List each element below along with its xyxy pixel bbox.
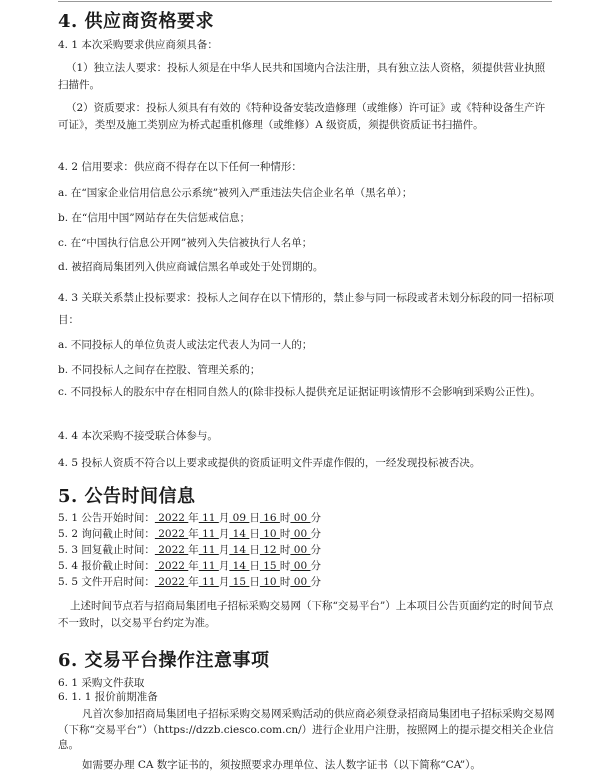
para-4-3: 4. 3 关联关系禁止投标要求：投标人之间存在以下情形的，禁止参与同一标段或者未划分标段的同一招标项目： — [58, 292, 554, 326]
para-6-1: 6. 1 采购文件获取 — [58, 677, 145, 689]
time-note: 上述时间节点若与招商局集团电子招标采购交易网（下称“交易平台”）上本项目公告页面约定的时间节点不一致时，以交易平台约定为准。 — [58, 600, 554, 629]
time-year-value: 2022 — [154, 528, 189, 540]
time-minute-value: 00 — [290, 512, 311, 524]
para-4-3-a: a. 不同投标人的单位负责人或法定代表人为同一人的； — [58, 339, 313, 351]
time-year-unit: 年 — [188, 512, 199, 524]
time-minute-value: 00 — [290, 528, 311, 540]
time-label: 5. 2 询问截止时间： — [58, 528, 155, 540]
time-hour-value: 15 — [259, 560, 280, 572]
time-year-unit: 年 — [188, 576, 199, 588]
para-4-4: 4. 4 本次采购不接受联合体参与。 — [58, 430, 218, 442]
time-month-value: 11 — [198, 528, 219, 540]
time-year-value: 2022 — [154, 512, 189, 524]
time-minute-value: 00 — [290, 544, 311, 556]
time-row — [58, 559, 321, 574]
time-day-value: 15 — [229, 576, 250, 588]
time-month-unit: 月 — [218, 512, 230, 524]
para-6-1-1: 6. 1. 1 报价前期准备 — [58, 691, 158, 703]
para-4-1: 4. 1 本次采购要求供应商须具备： — [58, 39, 218, 51]
time-label: 5. 4 报价截止时间： — [58, 560, 155, 572]
time-label: 5. 3 回复截止时间： — [58, 544, 155, 556]
time-hour-unit: 时 — [279, 512, 291, 524]
time-year-value: 2022 — [154, 560, 189, 572]
para-4-2-d: d. 被招商局集团列入供应商诚信黑名单或处于处罚期的。 — [58, 261, 324, 273]
time-hour-unit: 时 — [279, 576, 291, 588]
time-day-unit: 日 — [249, 544, 260, 556]
time-minute-value: 00 — [290, 576, 311, 588]
time-month-unit: 月 — [218, 528, 230, 540]
time-row — [58, 527, 321, 542]
time-hour-value: 16 — [259, 512, 280, 524]
time-day-unit: 日 — [249, 528, 260, 540]
time-minute-unit: 分 — [310, 528, 321, 540]
time-minute-unit: 分 — [310, 512, 321, 524]
time-hour-unit: 时 — [279, 544, 291, 556]
para-4-2-a: a. 在“国家企业信用信息公示系统”被列入严重违法失信企业名单（黑名单）； — [58, 187, 413, 199]
para-4-2-c: c. 在“中国执行信息公开网”被列入失信被执行人名单； — [58, 237, 313, 249]
time-minute-unit: 分 — [310, 560, 321, 572]
time-minute-unit: 分 — [310, 576, 321, 588]
para-6-1-1-body: 凡首次参加招商局集团电子招标采购交易网采购活动的供应商必须登录招商局集团电子招标采购交易网（下称“交易平台”）（https://dzzb.ciesco.com.cn/）进行企业用户注册，按照网上的提示提交相关企业信息。 — [58, 708, 555, 751]
para-4-5: 4. 5 投标人资质不符合以上要求或提供的资质证明文件弄虚作假的，一经发现投标被否决。 — [58, 457, 481, 469]
time-row — [58, 511, 321, 526]
time-day-value: 14 — [229, 544, 250, 556]
time-month-unit: 月 — [218, 560, 230, 572]
para-4-3-c: c. 不同投标人的股东中存在相同自然人的(除非投标人提供充足证据证明该情形不会影响到采购公正性)。 — [58, 386, 541, 398]
para-4-1-1: （1）独立法人要求：投标人须是在中华人民共和国境内合法注册，具有独立法人资格，须提供营业执照扫描件。 — [58, 62, 546, 91]
time-month-unit: 月 — [218, 544, 230, 556]
para-4-1-2: （2）资质要求：投标人须具有有效的《特种设备安装改造修理（或维修）许可证》或《特种设备生产许可证》，类型及施工类别应为桥式起重机修理（或维修）A 级资质，须提供资质证书扫描件。 — [58, 102, 546, 131]
section-5-title: 5. 公告时间信息 — [58, 486, 196, 507]
para-4-3-b: b. 不同投标人之间存在控股、管理关系的； — [58, 364, 261, 376]
time-year-unit: 年 — [188, 528, 199, 540]
time-hour-unit: 时 — [279, 528, 291, 540]
time-month-value: 11 — [198, 544, 219, 556]
time-hour-value: 10 — [259, 576, 280, 588]
time-day-unit: 日 — [249, 576, 260, 588]
para-6-1-1-ca: 如需要办理 CA 数字证书的，须按照要求办理单位、法人数字证书（以下简称“CA”）。 — [82, 759, 481, 771]
para-4-2: 4. 2 信用要求：供应商不得存在以下任何一种情形： — [58, 161, 302, 173]
time-day-value: 14 — [229, 528, 250, 540]
top-rule — [58, 1, 552, 2]
time-hour-unit: 时 — [279, 560, 291, 572]
time-year-unit: 年 — [188, 560, 199, 572]
time-year-value: 2022 — [154, 544, 189, 556]
time-label: 5. 1 公告开始时间： — [58, 512, 155, 524]
time-day-unit: 日 — [249, 560, 260, 572]
time-hour-value: 10 — [259, 528, 280, 540]
time-minute-value: 00 — [290, 560, 311, 572]
time-year-value: 2022 — [154, 576, 189, 588]
section-4-title: 4. 供应商资格要求 — [58, 11, 215, 32]
time-label: 5. 5 文件开启时间： — [58, 576, 155, 588]
time-day-value: 09 — [229, 512, 250, 524]
para-4-2-b: b. 在“信用中国”网站存在失信惩戒信息； — [58, 212, 251, 224]
time-row — [58, 543, 321, 558]
time-day-unit: 日 — [249, 512, 260, 524]
time-row — [58, 575, 321, 590]
time-month-value: 11 — [198, 560, 219, 572]
time-day-value: 14 — [229, 560, 250, 572]
time-hour-value: 12 — [259, 544, 280, 556]
time-month-value: 11 — [198, 576, 219, 588]
section-6-title: 6. 交易平台操作注意事项 — [58, 650, 270, 671]
time-minute-unit: 分 — [310, 544, 321, 556]
time-year-unit: 年 — [188, 544, 199, 556]
time-month-value: 11 — [198, 512, 219, 524]
time-month-unit: 月 — [218, 576, 230, 588]
